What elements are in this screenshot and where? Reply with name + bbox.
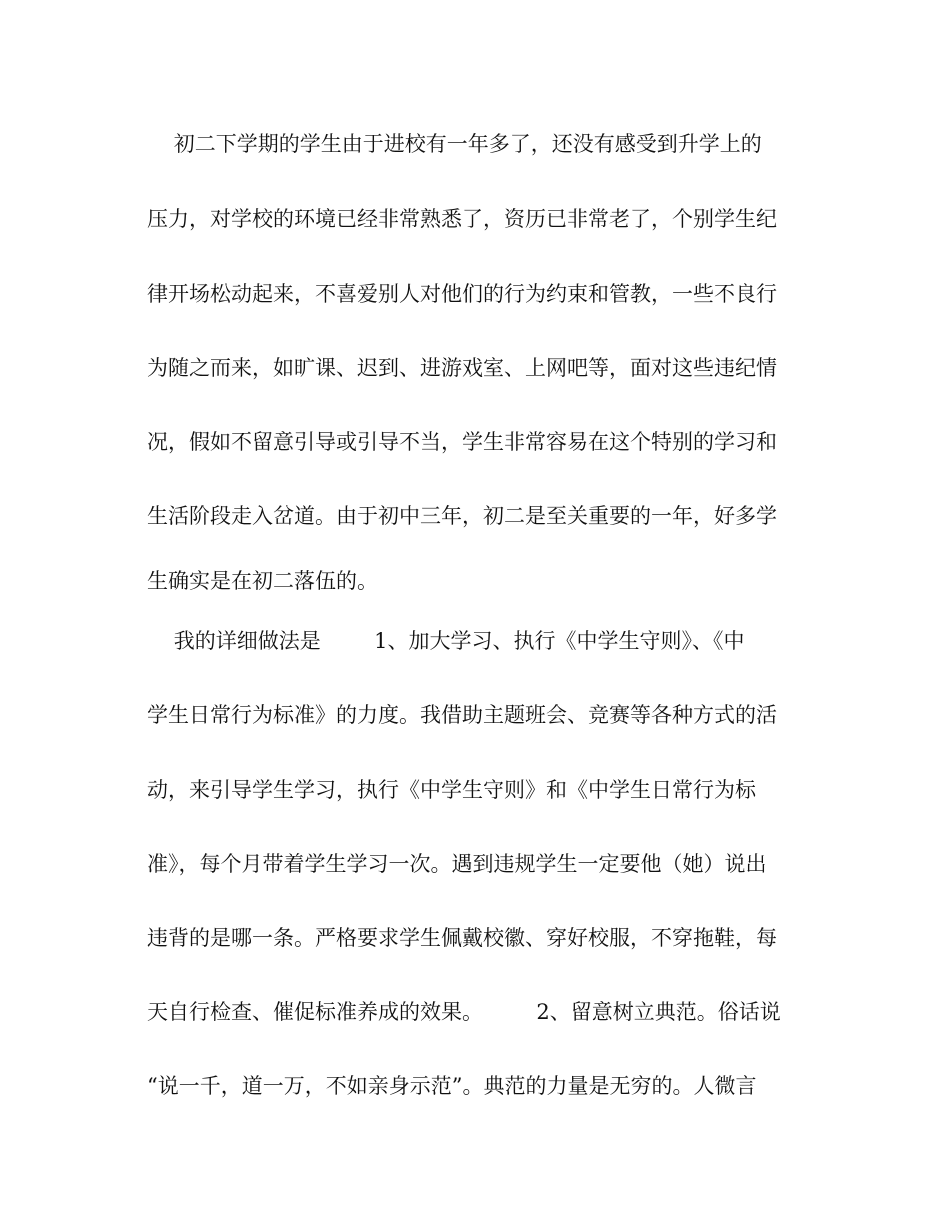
text-line: 压力，对学校的环境已经非常熟悉了，资历已非常老了，个别学生纪	[147, 207, 777, 231]
text-line: 违背的是哪一条。严格要求学生佩戴校徽、穿好校服，不穿拖鞋，每	[147, 926, 777, 950]
text-line: 况，假如不留意引导或引导不当，学生非常容易在这个特别的学习和	[147, 430, 777, 454]
text-line: 初二下学期的学生由于进校有一年多了，还没有感受到升学上的	[147, 132, 762, 156]
text-line: 天自行检查、催促标准养成的效果。 2、留意树立典范。俗话说	[147, 1000, 781, 1024]
text-line: 生活阶段走入岔道。由于初中三年，初二是至关重要的一年，好多学	[147, 504, 777, 528]
text-line: 我的详细做法是 1、加大学习、执行《中学生守则》、《中	[147, 629, 745, 653]
text-line: 动，来引导学生学习，执行《中学生守则》和《中学生日常行为标	[147, 778, 756, 802]
text-line: 学生日常行为标准》的力度。我借助主题班会、竞赛等各种方式的活	[147, 703, 777, 727]
text-line: 律开场松动起来，不喜爱别人对他们的行为约束和管教，一些不良行	[147, 282, 777, 306]
text-line: 生确实是在初二落伍的。	[147, 569, 378, 593]
text-line: 准》，每个月带着学生学习一次。遇到违规学生一定要他（她）说出	[147, 852, 767, 876]
text-line: “说一千，道一万，不如亲身示范”。典范的力量是无穷的。人微言	[147, 1074, 757, 1098]
text-line: 为随之而来，如旷课、迟到、进游戏室、上网吧等，面对这些违纪情	[147, 356, 777, 380]
